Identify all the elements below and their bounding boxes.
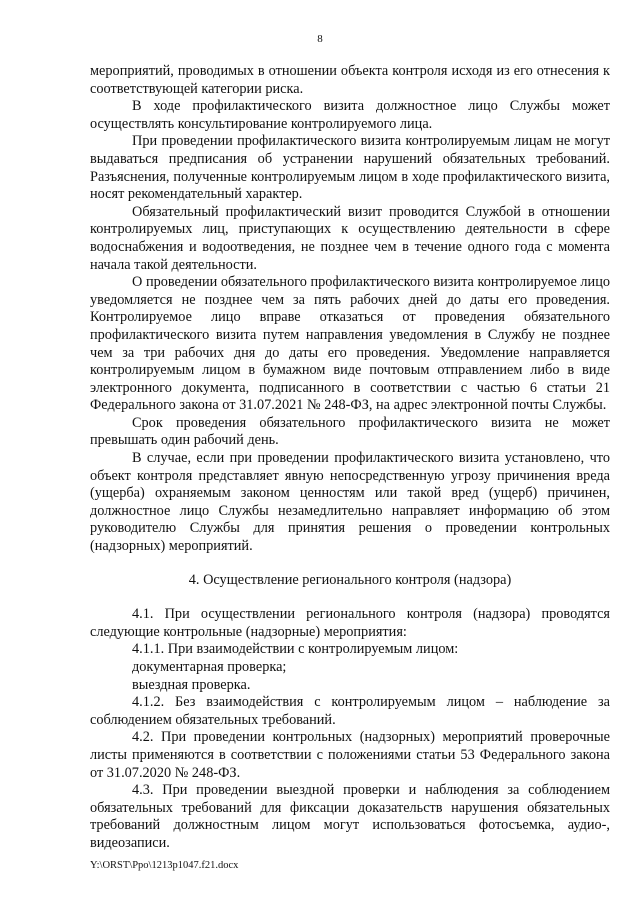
page-number: 8 [317, 33, 323, 45]
paragraph: 4.3. При проведении выездной проверки и наблюдения за соблюдением обязательных требований для фиксации доказательств нарушения обязательных требований должностным лицом могут использоваться фотосъемка, аудио-, видеозаписи. [90, 782, 610, 851]
paragraphs-before [90, 63, 610, 556]
document-body [90, 63, 610, 853]
paragraph: В ходе профилактического визита должностное лицо Службы может осуществлять консультирование контролируемого лица. [90, 98, 610, 132]
section-heading: 4. Осуществление регионального контроля (надзора) [188, 571, 512, 588]
footer-file-path: Y:\ORST\Ppo\1213p1047.f21.docx [90, 860, 239, 871]
paragraph: 4.1.1. При взаимодействии с контролируемым лицом: [132, 641, 459, 658]
paragraph: При проведении профилактического визита контролируемым лицам не могут выдаваться предписания об устранении нарушений обязательных требований. Разъяснения, полученные контролируемым лицом в ходе профилактического визита, носят рекомендательный характер. [90, 133, 610, 203]
list-item: документарная проверка; [132, 659, 287, 675]
paragraph: 4.2. При проведении контрольных (надзорных) мероприятий проверочные листы применяются в соответствии с положениями статьи 53 Федерального закона от 31.07.2020 № 248-ФЗ. [90, 729, 610, 781]
paragraph: 4.1. При осуществлении регионального контроля (надзора) проводятся следующие контрольные (надзорные) мероприятия: [90, 606, 610, 640]
paragraphs-after [90, 606, 610, 852]
paragraph: 4.1.2. Без взаимодействия с контролируемым лицом – наблюдение за соблюдением обязательных требований. [90, 694, 610, 728]
paragraph: Срок проведения обязательного профилактического визита не может превышать один рабочий день. [90, 414, 610, 449]
list-item: выездная проверка. [132, 676, 251, 693]
paragraph: мероприятий, проводимых в отношении объекта контроля исходя из его отнесения к соответствующей категории риска. [90, 63, 610, 97]
paragraph: В случае, если при проведении профилактического визита установлено, что объект контроля представляет явную непосредственную угрозу причинения вреда (ущерба) охраняемым законом ценностям или такой вред (ущерб) причинен, должностное лицо Службы незамедлительно направляет информацию об этом руководителю Службы для принятия решения о проведении контрольных (надзорных) мероприятий. [90, 450, 610, 555]
paragraph: Обязательный профилактический визит проводится Службой в отношении контролируемых лиц, приступающих к осуществлению деятельности в сфере водоснабжения и водоотведения, не позднее чем в течение одного года с момента начала такой деятельности. [90, 203, 610, 273]
paragraph: О проведении обязательного профилактического визита контролируемое лицо уведомляется не позднее чем за пять рабочих дней до даты его проведения. Контролируемое лицо вправе отказаться от проведения обязательного профилактического визита путем направления уведомления в Службу не позднее чем за три рабочих дня до даты его проведения. Уведомление направляется контролируемым лицом в бумажном виде почтовым отправлением либо в виде электронного документа, подписанного в соответствии с частью 6 статьи 21 Федерального закона от 31.07.2021 № 248-ФЗ, на адрес электронной почты Службы. [90, 274, 610, 414]
